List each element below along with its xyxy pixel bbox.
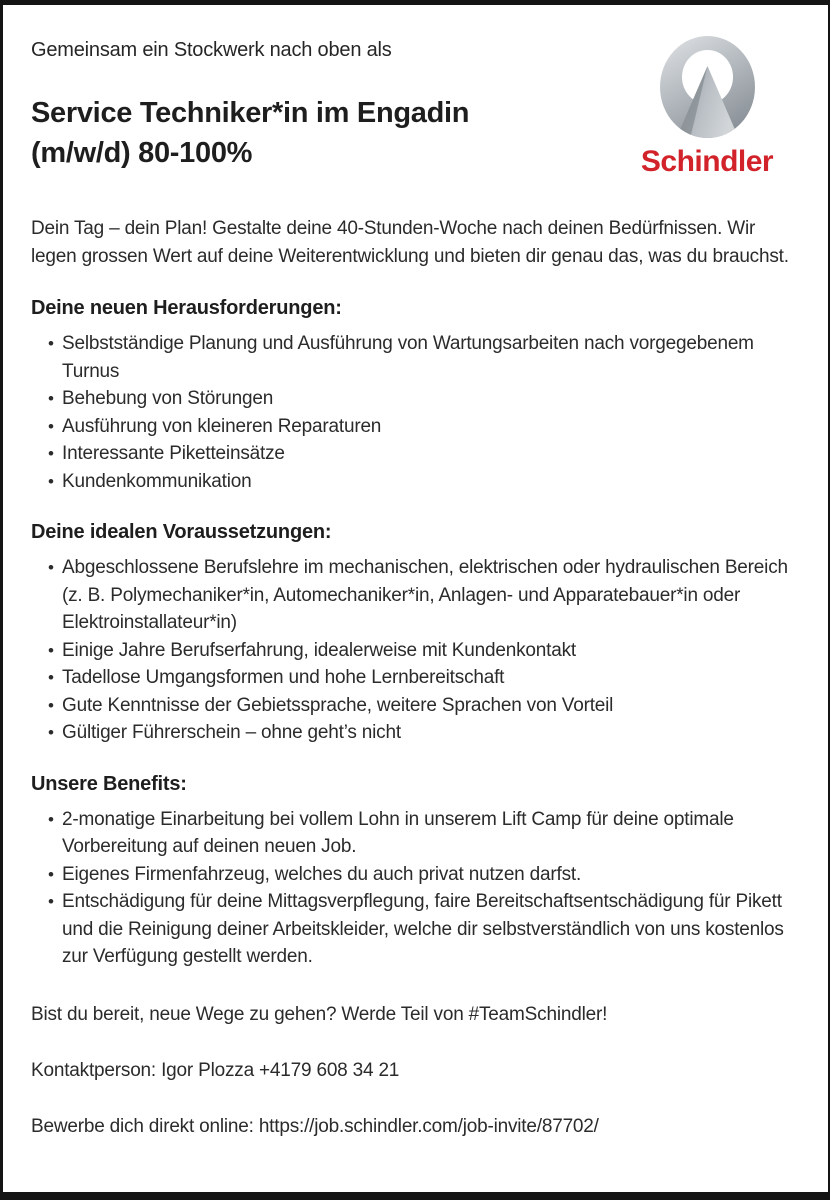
kicker-text: Gemeinsam ein Stockwerk nach oben als	[31, 39, 392, 61]
bullet-list	[31, 554, 798, 747]
title-line-1: Service Techniker*in im Engadin	[31, 97, 470, 129]
bullet-item: • Einige Jahre Berufserfahrung, idealerweise mit Kundenkontakt	[48, 637, 798, 665]
apply-url-link[interactable]: https://job.schindler.com/job-invite/87702/	[258, 1115, 599, 1137]
bullet-item: • Gültiger Führerschein – ohne geht’s nicht	[48, 719, 798, 747]
section-requirements	[31, 519, 798, 747]
bullet-item: • Entschädigung für deine Mittagsverpflegung, faire Bereitschaftsentschädigung für Pikett und die Reinigung deiner Arbeitskleider, welche dir selbstverständlich von uns kostenlos zur Verfügung gestellt werden.	[48, 888, 798, 971]
bullet-item: • Interessante Piketteinsätze	[48, 440, 798, 468]
closing-text: Bist du bereit, neue Wege zu gehen? Werde Teil von #TeamSchindler!	[31, 1003, 608, 1025]
intro-paragraph: Dein Tag – dein Plan! Gestalte deine 40-Stunden-Woche nach deinen Bedürfnissen. Wir legen grossen Wert auf deine Weiterentwicklung und bieten dir genau das, was du brauchst.	[31, 218, 789, 267]
schindler-wordmark: Schindler	[640, 145, 774, 178]
section-heading: Unsere Benefits:	[31, 772, 187, 795]
title-line-2: (m/w/d) 80-100%	[31, 137, 253, 169]
bullet-item: • Selbstständige Planung und Ausführung von Wartungsarbeiten nach vorgegebenem Turnus	[48, 330, 798, 385]
header-text	[31, 31, 616, 173]
bullet-item: • Kundenkommunikation	[48, 468, 798, 496]
bullet-item: • Behebung von Störungen	[48, 385, 798, 413]
bullet-item: • Gute Kenntnisse der Gebietssprache, weitere Sprachen von Vorteil	[48, 692, 798, 720]
bullet-item: • Eigenes Firmenfahrzeug, welches du auch privat nutzen darfst.	[48, 861, 798, 889]
mountain-ring-icon	[659, 35, 756, 141]
bullet-list	[31, 330, 798, 495]
page-title	[31, 93, 616, 173]
header	[31, 31, 798, 178]
apply-label: Bewerbe dich direkt online:	[31, 1115, 259, 1137]
section-heading: Deine idealen Voraussetzungen:	[31, 521, 332, 543]
contact-text: Kontaktperson: Igor Plozza +4179 608 34 21	[31, 1059, 400, 1081]
section-benefits	[31, 771, 798, 971]
bullet-item: • Ausführung von kleineren Reparaturen	[48, 413, 798, 441]
bullet-item: • Abgeschlossene Berufslehre im mechanischen, elektrischen oder hydraulischen Bereich (z. B. Polymechaniker*in, Automechaniker*in, Anlagen- und Apparatebauer*in oder Elektroinstallateur*in)	[48, 554, 798, 637]
job-ad-content	[3, 5, 828, 1141]
bullet-list	[31, 806, 798, 971]
section-challenges	[31, 295, 798, 495]
schindler-logo	[616, 31, 798, 178]
bullet-item: • Tadellose Umgangsformen und hohe Lernbereitschaft	[48, 664, 798, 692]
apply-text	[31, 1113, 798, 1141]
bullet-item: • 2-monatige Einarbeitung bei vollem Lohn in unserem Lift Camp für deine optimale Vorbereitung auf deinen neuen Job.	[48, 806, 798, 861]
section-heading: Deine neuen Herausforderungen:	[31, 297, 342, 319]
